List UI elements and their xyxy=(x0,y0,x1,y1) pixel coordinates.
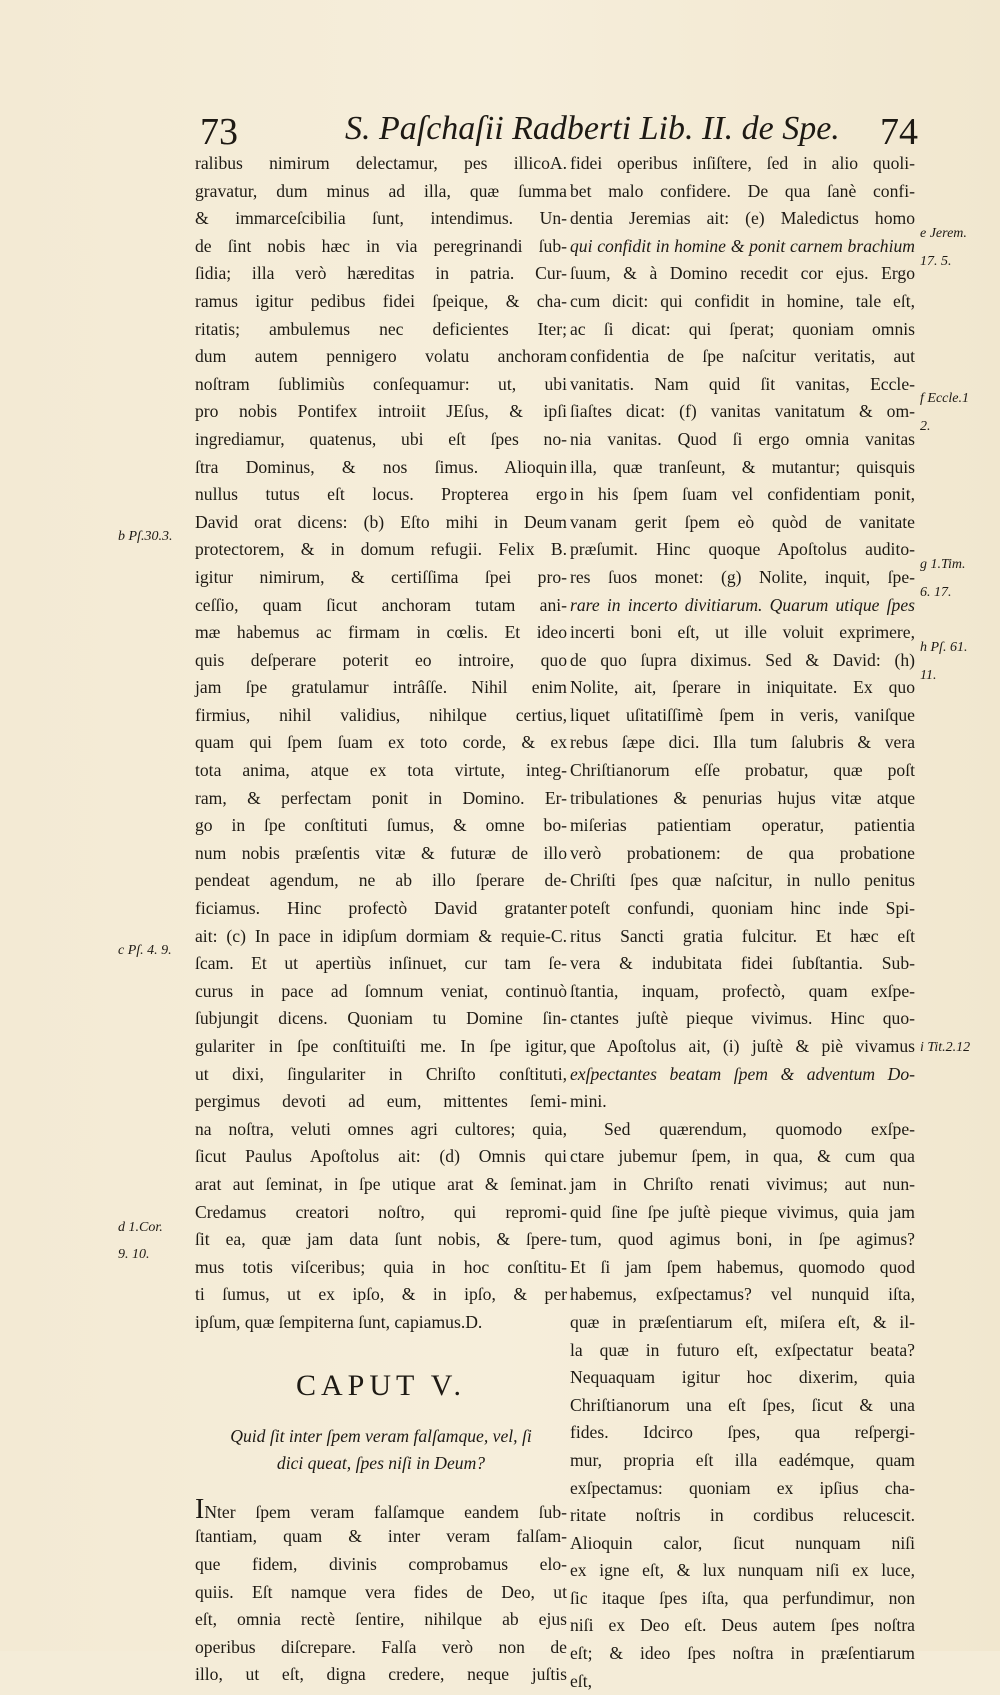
text-line: fides. Idcirco ſpes, qua reſpergi- xyxy=(570,1422,915,1443)
text-line: mur, propria eſt illa eadémque, quam xyxy=(570,1449,915,1470)
text-line: fidei operibus inſiſtere, ſed in alio quoli- xyxy=(570,153,915,173)
text-line: rare in incerto divitiarum. Quarum utique ſpes xyxy=(570,594,915,615)
text-line: David orat dicens: (b) Eſto mihi in Deum xyxy=(195,511,567,532)
text-line: ficiamus. Hinc profectò David gratanter xyxy=(195,898,567,919)
page-number-left: 73 xyxy=(200,111,238,153)
text-line: pro nobis Pontifex introiit JEſus, & ipſi xyxy=(195,401,567,422)
text-line: ritate noſtris in cordibus relucescit. xyxy=(570,1505,915,1526)
text-line: ſicut Paulus Apoſtolus ait: (d) Omnis qui xyxy=(195,1146,567,1167)
margin-note-d-line1: d 1.Cor. xyxy=(118,1220,163,1235)
right-column xyxy=(570,150,915,1695)
margin-note-i: i Tit.2.12 xyxy=(920,1040,971,1055)
text-line: vanitatis. Nam quid ſit vanitas, Eccle- xyxy=(570,373,915,394)
text-line: operibus diſcrepare. Falſa verò non de xyxy=(195,1636,567,1657)
text-line: igitur nimirum, & certiſſima ſpei pro- xyxy=(195,566,567,587)
spacer xyxy=(195,1478,567,1496)
text-line: quid ſine ſpe juſtè pieque vivimus, quia jam xyxy=(570,1201,915,1222)
text-line: quæ in præſentiarum eſt, miſera eſt, & il- xyxy=(570,1311,915,1332)
text-line: protectorem, & in domum refugii. Felix B. xyxy=(195,539,567,560)
text-line: quam qui ſpem ſuam ex toto corde, & ex xyxy=(195,732,567,753)
margin-note-e-line1: e Jerem. xyxy=(920,226,967,241)
text-line: res ſuos monet: (g) Nolite, inquit, ſpe- xyxy=(570,566,915,587)
text-line: Chriſti ſpes quæ naſcitur, in nullo penitus xyxy=(570,870,915,891)
text-line: Chriſtianorum una eſt ſpes, ſicut & una xyxy=(570,1394,915,1415)
running-title: S. Paſchaſii Radberti Lib. II. de Spe. xyxy=(345,110,840,147)
text-line: quis deſperare poterit eo introire, quo xyxy=(195,649,567,670)
text-line: ipſum, quæ ſempiterna ſunt, capiamus.D. xyxy=(195,1311,483,1332)
margin-note-e-line2: 17. 5. xyxy=(920,254,952,269)
text-line: pendeat agendum, ne ab illo ſperare de- xyxy=(195,870,567,891)
text-line: pergimus devoti ad eum, mittentes ſemi- xyxy=(195,1091,567,1112)
text-line: vera & indubitata fidei ſubſtantia. Sub- xyxy=(570,953,915,974)
text-line: confidentia de ſpe naſcitur veritatis, aut xyxy=(570,346,915,367)
text-line: bet malo confidere. De qua ſanè confi- xyxy=(570,180,915,201)
text-line: tum, quod agimus boni, in ſpe agimus? xyxy=(570,1229,915,1250)
text-line: illo, ut eſt, digna credere, neque juſtis xyxy=(195,1664,567,1685)
text-line: poteſt confundi, quoniam hinc inde Spi- xyxy=(570,898,915,919)
text-line: arat aut ſeminat, in ſpe utique arat & ſeminat. xyxy=(195,1173,567,1194)
text-line: ſtra Dominus, & nos ſimus. Alioquin xyxy=(195,456,567,477)
text-line: ait: (c) In pace in idipſum dormiam & requie-C. xyxy=(195,925,567,946)
text-line: ritus Sancti gratia fulcitur. Et hæc eſt xyxy=(570,925,915,946)
text-line: habemus, exſpectamus? vel nunquid iſta, xyxy=(570,1284,915,1305)
text-line: ſiaſtes dicat: (f) vanitas vanitatum & om- xyxy=(570,401,915,422)
margin-note-h-line2: 11. xyxy=(920,668,937,683)
chapter-subtitle: dici queat, ſpes niſi in Deum? xyxy=(276,1453,486,1474)
text-line: ingrediamur, quatenus, ubi eſt ſpes no- xyxy=(195,428,567,449)
text-line: ram, & perfectam ponit in Domino. Er- xyxy=(195,787,567,808)
text-line: tota anima, atque ex tota virtute, integ- xyxy=(195,760,567,781)
text-line: mæ habemus ac firmam in cœlis. Et ideo xyxy=(195,622,567,643)
text-line: ſidia; illa verò hæreditas in patria. Cur- xyxy=(195,263,567,284)
text-line: tribulationes & penurias hujus vitæ atque xyxy=(570,787,915,808)
text-line: ceſſio, quam ſicut anchoram tutam ani- xyxy=(195,594,567,615)
margin-note-f-line1: f Eccle.1 xyxy=(920,391,969,406)
text-line: jam in Chriſto renati vivimus; aut nun- xyxy=(570,1173,915,1194)
margin-note-c: c Pſ. 4. 9. xyxy=(118,943,172,958)
text-line: vanam gerit ſpem eò quòd de vanitate xyxy=(570,511,915,532)
margin-note-f-line2: 2. xyxy=(920,419,931,434)
text-line: la quæ in futuro eſt, exſpectatur beata? xyxy=(570,1339,915,1360)
text-line: eſt, omnia rectè ſentire, nihilque ab ejus xyxy=(195,1609,567,1630)
text-line: ctantes juſtè pieque vivimus. Hinc quo- xyxy=(570,1008,915,1029)
chapter-subtitle: Quid ſit inter ſpem veram falſamque, vel, ſi xyxy=(230,1425,532,1446)
text-line: Nolite, ait, ſperare in iniquitate. Ex quo xyxy=(570,677,915,698)
text-line: exſpectamus: quoniam ex ipſius cha- xyxy=(570,1477,915,1498)
text-line: nia vanitas. Quod ſi ergo omnia vanitas xyxy=(570,428,915,449)
text-line: eſt; & ideo ſpes noſtra in præſentiarum xyxy=(570,1643,915,1664)
text-line: præſumit. Hinc quoque Apoſtolus audito- xyxy=(570,539,915,560)
text-line: gulariter in ſpe conſtituiſti me. In ſpe igitur, xyxy=(195,1036,567,1056)
text-line: mini. xyxy=(570,1091,607,1112)
text-line: ac ſi dicat: qui ſperat; quoniam omnis xyxy=(570,318,915,339)
text-line: miſerias patientiam operatur, patientia xyxy=(570,815,915,836)
text-line: mus totis viſceribus; quia in hoc conſtitu- xyxy=(195,1256,567,1277)
left-column xyxy=(195,150,567,1689)
text-line: de quo ſupra diximus. Sed & David: (h) xyxy=(570,649,915,670)
text-line: in his ſpem ſuam vel confidentiam ponit, xyxy=(570,484,915,505)
margin-note-d-line2: 9. 10. xyxy=(118,1247,150,1262)
text-line: ſuum, & à Domino recedit cor ejus. Ergo xyxy=(570,263,915,284)
text-line: jam ſpe gratulamur intrâſſe. Nihil enim xyxy=(195,677,567,698)
margin-note-b: b Pſ.30.3. xyxy=(118,529,173,544)
text-line: de ſint nobis hæc in via peregrinandi ſub- xyxy=(195,235,567,256)
text-line: que fidem, divinis comprobamus elo- xyxy=(195,1553,567,1574)
text-line: Sed quærendum, quomodo exſpe- xyxy=(604,1118,915,1139)
text-line: noſtram ſublimiùs conſequamur: ut, ubi xyxy=(195,373,567,394)
text-line: Et ſi jam ſpem habemus, quomodo quod xyxy=(570,1256,915,1277)
text-line: ſcam. Et ut apertiùs inſinuet, cur tam ſe- xyxy=(195,953,567,974)
text-line: gravatur, dum minus ad illa, quæ ſumma xyxy=(195,180,567,201)
text-line: illa, quæ tranſeunt, & mutantur; quisquis xyxy=(570,456,915,477)
chapter-title: CAPUT V. xyxy=(295,1368,467,1402)
text-line: eſt, xyxy=(570,1670,592,1691)
margin-note-g-line1: g 1.Tim. xyxy=(920,557,966,572)
text-line: ſic itaque ſpes iſta, qua perfundimur, non xyxy=(570,1587,915,1608)
text-line: go in ſpe conſtituti ſumus, & omne bo- xyxy=(195,815,567,836)
text-line: num nobis præſentis vitæ & futuræ de illo xyxy=(195,842,567,863)
text-line: ctare jubemur ſpem, in qua, & cum qua xyxy=(570,1146,915,1167)
text-line: exſpectantes beatam ſpem & adventum Do- xyxy=(570,1063,915,1084)
text-line: ralibus nimirum delectamur, pes illicoA. xyxy=(195,153,567,173)
text-line: firmius, nihil validius, nihilque certius, xyxy=(195,704,567,725)
text-line: ritatis; ambulemus nec deficientes Iter; xyxy=(195,318,567,339)
text-line: verò probationem: de qua probatione xyxy=(570,842,915,863)
text-line: INter ſpem veram falſamque eandem ſub- xyxy=(195,1493,567,1525)
text-line: Credamus creatori noſtro, qui repromi- xyxy=(195,1201,567,1222)
text-line: & immarceſcibilia ſunt, intendimus. Un- xyxy=(195,208,567,229)
text-line: ti ſumus, ut ex ipſo, & in ipſo, & per xyxy=(195,1284,567,1305)
text-line: curus in pace ad ſomnum veniat, continuò xyxy=(195,980,567,1001)
text-line: cum dicit: qui confidit in homine, tale eſt, xyxy=(570,290,915,311)
text-line: ramus igitur pedibus fidei ſpeique, & cha- xyxy=(195,290,567,311)
text-line: ſubjungit dicens. Quoniam tu Domine ſin- xyxy=(195,1008,567,1029)
margin-note-h-line1: h Pſ. 61. xyxy=(920,640,968,655)
text-line: nullus tutus eſt locus. Propterea ergo xyxy=(195,484,567,505)
page-number-right: 74 xyxy=(880,111,918,153)
text-line: incerti boni eſt, ut ille voluit exprimere, xyxy=(570,622,915,643)
text-line: Alioquin calor, ſicut nunquam niſi xyxy=(570,1532,915,1553)
text-line: Chriſtianorum eſſe probatur, quæ poſt xyxy=(570,760,915,781)
text-line: qui confidit in homine & ponit carnem brachium xyxy=(570,235,915,256)
text-line: Nequaquam igitur hoc dixerim, quia xyxy=(570,1367,915,1388)
text-line: dum autem pennigero volatu anchoram xyxy=(195,346,567,367)
text-line: ut dixi, ſingulariter in Chriſto conſtituti, xyxy=(195,1063,567,1084)
text-line: na noſtra, veluti omnes agri cultores; quia, xyxy=(195,1118,567,1139)
text-line: ſtantiam, quam & inter veram falſam- xyxy=(195,1526,567,1547)
text-line: quiis. Eſt namque vera fides de Deo, ut xyxy=(195,1581,567,1602)
margin-note-g-line2: 6. 17. xyxy=(920,585,952,600)
text-line: rebus ſæpe dici. Illa tum ſalubris & vera xyxy=(570,732,915,753)
text-line: niſi ex Deo eſt. Deus autem ſpes noſtra xyxy=(570,1615,915,1636)
text-line: liquet uſitatiſſimè ſpem in veris, vaniſque xyxy=(570,704,915,725)
text-line: que Apoſtolus ait, (i) juſtè & piè vivamus xyxy=(570,1036,915,1056)
text-line: dentia Jeremias ait: (e) Maledictus homo xyxy=(570,208,915,229)
text-line: ex igne eſt, & lux nunquam niſi ex luce, xyxy=(570,1560,915,1581)
text-line: ſtantia, inquam, profectò, quam exſpe- xyxy=(570,980,915,1001)
spacer xyxy=(195,1337,567,1367)
spacer xyxy=(195,1405,567,1423)
text-line: ſit ea, quæ jam data ſunt nobis, & ſpere- xyxy=(195,1229,567,1250)
